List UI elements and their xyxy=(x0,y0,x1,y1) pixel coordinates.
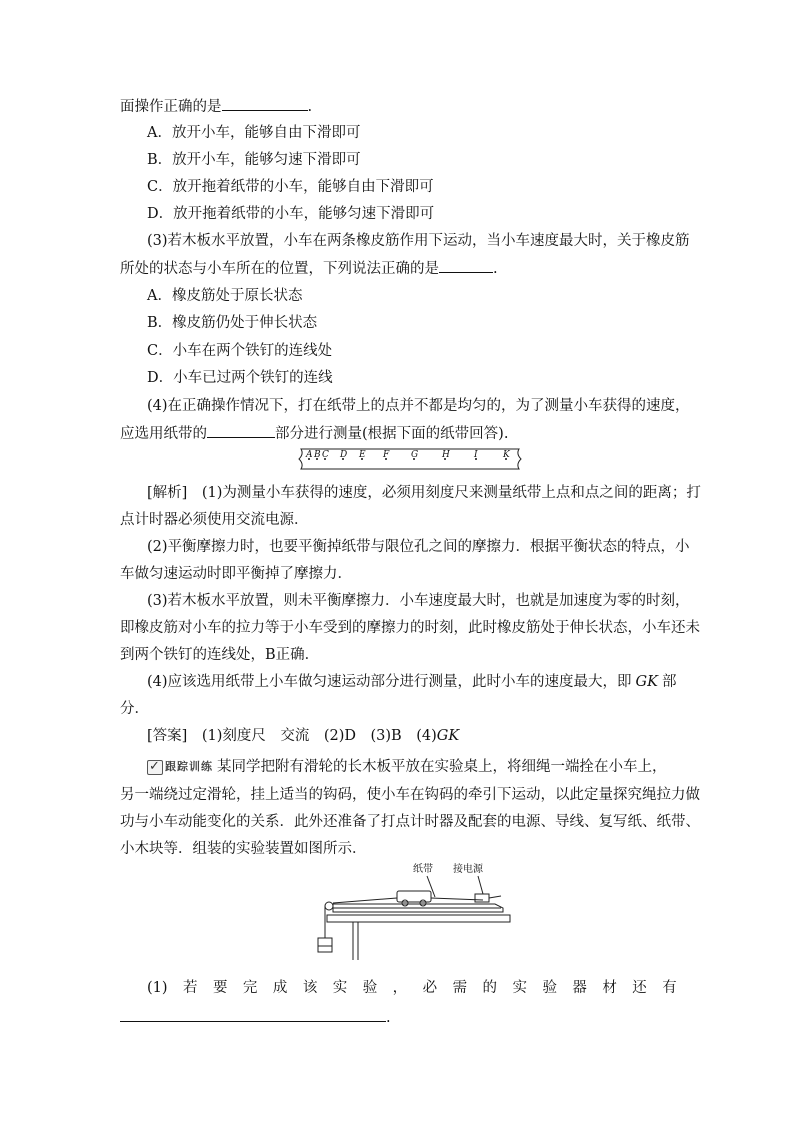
paper-tape-figure xyxy=(295,446,525,472)
q4-line2-post: 部分进行测量(根据下面的纸带回答). xyxy=(275,426,509,442)
tape-label-k: K xyxy=(503,450,510,460)
q3-option-c: C．小车在两个铁钉的连线处 xyxy=(147,343,333,359)
table-top xyxy=(327,915,510,922)
q-last-char: 实 xyxy=(332,980,348,996)
q-last-char: 验 xyxy=(362,980,378,996)
followup-line1 xyxy=(147,757,667,777)
check-badge-icon xyxy=(147,760,163,775)
string xyxy=(333,898,397,903)
q3-option-a: A．橡皮筋处于原长状态 xyxy=(147,288,303,304)
dot-timer xyxy=(475,894,489,902)
tape-label-f: F xyxy=(383,450,390,460)
q-last-char: 若 xyxy=(183,980,198,996)
analysis-p2-line1: (2)平衡摩擦力时，也要平衡掉纸带与限位孔之间的摩擦力．根据平衡状态的特点，小 xyxy=(147,539,690,555)
q-last-char: 成 xyxy=(272,980,288,996)
q2-option-a: A．放开小车，能够自由下滑即可 xyxy=(147,125,361,141)
q4-answer-blank[interactable] xyxy=(207,423,275,438)
analysis-p1-line2: 点计时器必须使用交流电源． xyxy=(120,512,309,528)
q3-line1: (3)若木板水平放置，小车在两条橡皮筋作用下运动，当小车速度最大时，关于橡皮筋 xyxy=(147,233,690,249)
label-paper-tape: 纸带 xyxy=(413,864,433,875)
q-last-char: (1) xyxy=(147,980,168,996)
tape-label-a: A xyxy=(306,450,313,460)
q-last-line1 xyxy=(147,978,677,998)
q4-line1: (4)在正确操作情况下，打在纸带上的点并不都是均匀的，为了测量小车获得的速度， xyxy=(147,398,690,414)
q2-stem-end: . xyxy=(307,99,313,115)
q2-stem-text: 面操作正确的是 xyxy=(120,99,222,115)
q-last-char: 完 xyxy=(242,980,258,996)
q3-line2-end: . xyxy=(493,261,498,277)
followup-badge-label: 跟踪训练 xyxy=(165,760,213,773)
answer-gk: GK xyxy=(436,728,460,744)
tape-label-g: G xyxy=(411,450,419,460)
q2-option-c: C．放开拖着纸带的小车，能够自由下滑即可 xyxy=(147,179,434,195)
q3-option-b: B．橡皮筋仍处于伸长状态 xyxy=(147,315,318,331)
q-last-char: 还 xyxy=(632,980,647,996)
q3-option-d: D．小车已过两个铁钉的连线 xyxy=(147,370,333,386)
q-last-char: 实 xyxy=(512,980,527,996)
tape-label-b: B xyxy=(314,450,321,460)
q-last-char: 要 xyxy=(212,980,228,996)
tape-label-d: D xyxy=(340,450,348,460)
tape-label-i: I xyxy=(474,450,478,460)
analysis-p2-line2: 车做匀速运动时即平衡掉了摩擦力． xyxy=(120,566,352,582)
analysis-p3-line3: 到两个铁钉的连线处，B正确． xyxy=(120,647,320,663)
analysis-p4-line1 xyxy=(147,672,676,692)
q3-answer-blank[interactable] xyxy=(439,258,493,273)
q-last-answer-blank[interactable] xyxy=(120,1007,386,1022)
tape-label-c: C xyxy=(322,450,329,460)
analysis-p3-line2: 即橡皮筋对小车的拉力等于小车受到的摩擦力的时刻，此时橡皮筋处于伸长状态，小车还未 xyxy=(120,620,700,636)
cart xyxy=(397,891,431,902)
q3-line2 xyxy=(120,258,498,279)
analysis-p1-line1: [解析] (1)为测量小车获得的速度，必须用刻度尺来测量纸带上点和点之间的距离；打 xyxy=(147,485,701,501)
answer-line xyxy=(147,726,459,746)
analysis-p4-post: 部 xyxy=(661,674,677,690)
q-last-char: 有 xyxy=(662,980,677,996)
answer-text: [答案] (1)刻度尺 交流 (2)D (3)B (4) xyxy=(147,728,437,744)
q2-stem xyxy=(120,96,312,117)
cart-wheel xyxy=(402,900,408,906)
label-power: 接电源 xyxy=(453,864,483,875)
q-last-char: 必 xyxy=(422,980,438,996)
q2-option-b: B．放开小车，能够匀速下滑即可 xyxy=(147,152,361,168)
q-last-end: . xyxy=(386,1010,391,1026)
q-last-line2 xyxy=(120,1007,391,1028)
q-last-char: ， xyxy=(392,980,408,996)
followup-line2: 另一端绕过定滑轮，挂上适当的钩码，使小车在钩码的牵引下运动，以此定量探究绳拉力做 xyxy=(120,787,700,803)
hook-weight xyxy=(318,938,332,946)
followup-line1-text: 某同学把附有滑轮的长木板平放在实验桌上，将细绳一端拴在小车上， xyxy=(217,759,667,775)
q-last-char: 器 xyxy=(572,980,587,996)
q-last-char: 需 xyxy=(452,980,468,996)
analysis-p4-text: (4)应该选用纸带上小车做匀速运动部分进行测量，此时小车的速度最大，即 xyxy=(147,674,632,690)
q2-answer-blank[interactable] xyxy=(222,96,308,111)
tape-label-h: H xyxy=(442,450,450,460)
q4-line2-text: 应选用纸带的 xyxy=(120,426,207,442)
q2-option-d: D．放开拖着纸带的小车，能够匀速下滑即可 xyxy=(147,206,435,222)
followup-line3: 功与小车动能变化的关系．此外还准备了打点计时器及配套的电源、导线、复写纸、纸带、 xyxy=(120,814,700,830)
pulley xyxy=(325,902,333,910)
cart-wheel xyxy=(420,900,426,906)
analysis-p3-line1: (3)若木板水平放置，则未平衡摩擦力．小车速度最大时，也就是加速度为零的时刻， xyxy=(147,593,690,609)
paper-tape-outline xyxy=(299,449,521,469)
q-last-char: 的 xyxy=(482,980,498,996)
q4-line2 xyxy=(120,423,508,444)
followup-line4: 小木块等．组装的实验装置如图所示． xyxy=(120,841,367,857)
analysis-p4-gk: GK xyxy=(635,674,658,690)
analysis-p4-line2: 分． xyxy=(120,701,149,717)
q-last-char: 该 xyxy=(302,980,318,996)
apparatus-figure xyxy=(305,860,515,960)
q3-line2-text: 所处的状态与小车所在的位置，下列说法正确的是 xyxy=(120,261,439,277)
q-last-char: 验 xyxy=(542,980,557,996)
q-last-char: 材 xyxy=(602,980,617,996)
tape-label-e: E xyxy=(359,450,366,460)
table-leg xyxy=(353,922,358,960)
followup-badge xyxy=(147,757,213,777)
